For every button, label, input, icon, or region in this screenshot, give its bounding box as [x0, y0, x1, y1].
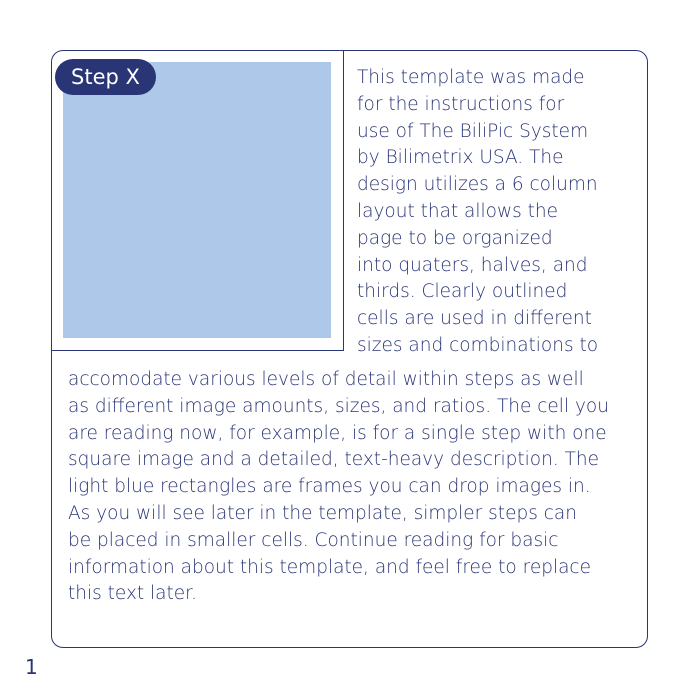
body-line: As you will see later in the template, simpler steps can [68, 502, 577, 524]
body-line: as different image amounts, sizes, and ratios. The cell you [68, 395, 609, 417]
body-line: square image and a detailed, text-heavy description. The [68, 449, 599, 471]
image-placeholder-frame[interactable] [63, 62, 331, 338]
body-line: accomodate various levels of detail within steps as well [68, 369, 584, 390]
body-description [68, 367, 646, 608]
step-badge: Step X [55, 59, 156, 95]
page-number: 1 [25, 655, 38, 679]
side-line: layout that allows the [357, 200, 558, 222]
side-line: for the instructions for [357, 93, 565, 115]
side-line: This template was made [357, 67, 585, 88]
side-line: cells are used in different [357, 308, 592, 330]
side-description [357, 65, 622, 360]
side-line: into quaters, halves, and [357, 254, 588, 276]
body-line: information about this template, and feel free to replace [68, 556, 591, 578]
body-line: be placed in smaller cells. Continue reading for basic [68, 529, 559, 551]
body-line: light blue rectangles are frames you can drop images in. [68, 476, 591, 498]
side-line: by Bilimetrix USA. The [357, 147, 564, 169]
side-line: use of The BiliPic System [357, 120, 589, 142]
side-line: design utilizes a 6 column [357, 174, 598, 196]
body-line: are reading now, for example, is for a single step with one [68, 422, 607, 444]
side-line: thirds. Clearly outlined [357, 281, 568, 303]
side-line: page to be organized [357, 227, 553, 249]
side-line: sizes and combinations to [357, 334, 599, 356]
body-line: this text later. [68, 583, 197, 605]
